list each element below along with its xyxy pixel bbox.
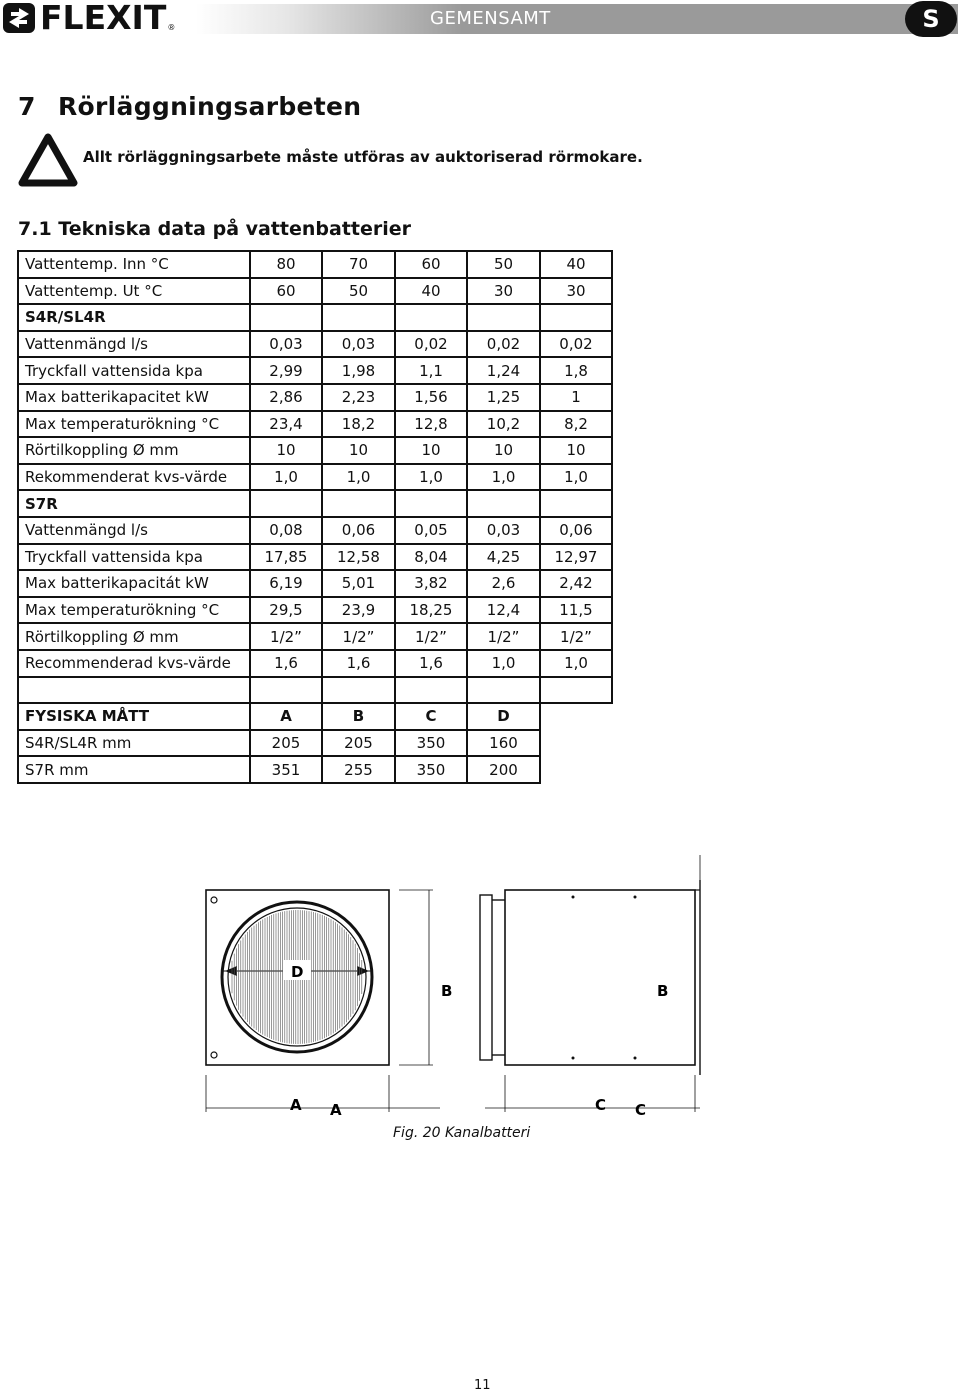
empty-cell — [250, 677, 322, 704]
value-cell: 10 — [250, 437, 322, 464]
value-cell: 1,98 — [322, 357, 395, 384]
value-cell — [467, 304, 540, 331]
row-label: S7R — [18, 490, 250, 517]
value-cell — [250, 490, 322, 517]
empty-cell — [540, 756, 612, 783]
row-label: S4R/SL4R mm — [18, 730, 250, 757]
value-cell: 60 — [250, 278, 322, 305]
value-cell: 2,23 — [322, 384, 395, 411]
value-cell: 10 — [395, 437, 467, 464]
front-view — [206, 890, 440, 1112]
empty-cell — [18, 677, 250, 704]
value-cell: 1/2” — [395, 623, 467, 650]
value-cell: 1,0 — [250, 464, 322, 491]
value-cell: 350 — [395, 730, 467, 757]
row-label: Vattenmängd l/s — [18, 517, 250, 544]
row-label: Rörtilkoppling Ø mm — [18, 623, 250, 650]
value-cell: 4,25 — [467, 544, 540, 571]
value-cell: 18,2 — [322, 411, 395, 438]
section-title: Rörläggningsarbeten — [58, 92, 362, 121]
registered-mark: ® — [167, 23, 176, 32]
dim-label-a-2: A — [330, 1101, 342, 1119]
value-cell: 10 — [467, 437, 540, 464]
figure-caption: Fig. 20 Kanalbatteri — [393, 1125, 531, 1141]
value-cell — [395, 490, 467, 517]
row-label: Max temperaturökning °C — [18, 597, 250, 624]
value-cell: 0,03 — [250, 331, 322, 358]
table-row — [18, 544, 612, 571]
value-cell: 17,85 — [250, 544, 322, 571]
row-label: Max batterikapacitát kW — [18, 570, 250, 597]
value-cell: 40 — [540, 251, 612, 278]
value-cell: 80 — [250, 251, 322, 278]
value-cell: 70 — [322, 251, 395, 278]
header-section-label: GEMENSAMT — [430, 8, 551, 29]
dim-label-d: D — [291, 963, 304, 981]
section-number: 7 — [18, 92, 36, 121]
value-cell: 2,42 — [540, 570, 612, 597]
empty-cell — [395, 677, 467, 704]
value-cell: 160 — [467, 730, 540, 757]
table-row — [18, 623, 612, 650]
row-label: Recommenderad kvs-värde — [18, 650, 250, 677]
value-cell: 1,24 — [467, 357, 540, 384]
warning-icon — [18, 131, 78, 187]
value-cell: 205 — [322, 730, 395, 757]
value-cell: 1,0 — [322, 464, 395, 491]
table-row — [18, 251, 612, 278]
value-cell: 5,01 — [322, 570, 395, 597]
value-cell: 10 — [322, 437, 395, 464]
value-cell: D — [467, 703, 540, 730]
header-gradient-bar — [196, 4, 958, 34]
value-cell — [395, 304, 467, 331]
table-row — [18, 331, 612, 358]
value-cell: 1,6 — [250, 650, 322, 677]
dim-label-c-2: C — [635, 1101, 647, 1119]
table-row — [18, 756, 612, 783]
table-row — [18, 730, 612, 757]
table-row — [18, 437, 612, 464]
spacer-row — [18, 677, 612, 704]
page-header — [0, 0, 960, 38]
table-row — [18, 570, 612, 597]
value-cell: 12,97 — [540, 544, 612, 571]
table-row — [18, 464, 612, 491]
value-cell: 12,8 — [395, 411, 467, 438]
table-row — [18, 597, 612, 624]
value-cell: 18,25 — [395, 597, 467, 624]
table-row — [18, 357, 612, 384]
value-cell: 1,0 — [395, 464, 467, 491]
value-cell: 2,86 — [250, 384, 322, 411]
value-cell: 1/2” — [322, 623, 395, 650]
empty-cell — [540, 703, 612, 730]
row-label: Max temperaturökning °C — [18, 411, 250, 438]
value-cell: 1,0 — [467, 650, 540, 677]
value-cell: 6,19 — [250, 570, 322, 597]
empty-cell — [467, 677, 540, 704]
table-row — [18, 384, 612, 411]
table-row — [18, 411, 612, 438]
value-cell: 0,05 — [395, 517, 467, 544]
value-cell: 8,2 — [540, 411, 612, 438]
row-label: Tryckfall vattensida kpa — [18, 357, 250, 384]
value-cell: 1/2” — [250, 623, 322, 650]
empty-cell — [540, 730, 612, 757]
value-cell: 1,1 — [395, 357, 467, 384]
dims-header-row — [18, 703, 612, 730]
value-cell: 29,5 — [250, 597, 322, 624]
value-cell: 0,06 — [322, 517, 395, 544]
dim-label-b-front: B — [441, 982, 453, 1000]
table-row — [18, 517, 612, 544]
table-row — [18, 304, 612, 331]
value-cell: 40 — [395, 278, 467, 305]
language-badge: S — [905, 1, 957, 37]
value-cell: 1,56 — [395, 384, 467, 411]
value-cell: 1,0 — [540, 650, 612, 677]
value-cell — [540, 490, 612, 517]
row-label: FYSISKA MÅTT — [18, 703, 250, 730]
value-cell: 200 — [467, 756, 540, 783]
page-number: 11 — [474, 1378, 491, 1393]
subsection-title: 7.1 Tekniska data på vattenbatterier — [18, 218, 412, 240]
duct-battery-drawing — [195, 850, 715, 1120]
empty-cell — [540, 677, 612, 704]
row-label: Vattenmängd l/s — [18, 331, 250, 358]
value-cell: 30 — [467, 278, 540, 305]
value-cell — [250, 304, 322, 331]
value-cell: 1,8 — [540, 357, 612, 384]
value-cell: 0,02 — [467, 331, 540, 358]
value-cell: 1,6 — [322, 650, 395, 677]
value-cell: 50 — [322, 278, 395, 305]
value-cell: 8,04 — [395, 544, 467, 571]
technical-data-table — [17, 250, 613, 784]
value-cell — [467, 490, 540, 517]
row-label: S4R/SL4R — [18, 304, 250, 331]
value-cell: 1/2” — [467, 623, 540, 650]
value-cell: C — [395, 703, 467, 730]
brand-name: FLEXIT — [40, 0, 167, 37]
value-cell — [322, 490, 395, 517]
value-cell: 10,2 — [467, 411, 540, 438]
table-row — [18, 278, 612, 305]
row-label: Tryckfall vattensida kpa — [18, 544, 250, 571]
value-cell: 3,82 — [395, 570, 467, 597]
warning-text: Allt rörläggningsarbete måste utföras av auktoriserad rörmokare. — [83, 148, 643, 166]
value-cell: 11,5 — [540, 597, 612, 624]
value-cell: 50 — [467, 251, 540, 278]
value-cell: 0,08 — [250, 517, 322, 544]
value-cell: 1,0 — [540, 464, 612, 491]
row-label: Rörtilkoppling Ø mm — [18, 437, 250, 464]
value-cell: 0,03 — [322, 331, 395, 358]
value-cell: B — [322, 703, 395, 730]
value-cell — [540, 304, 612, 331]
value-cell: 2,6 — [467, 570, 540, 597]
row-label: Rekommenderat kvs-värde — [18, 464, 250, 491]
value-cell: 0,02 — [395, 331, 467, 358]
table-row — [18, 650, 612, 677]
value-cell: 1,25 — [467, 384, 540, 411]
value-cell: 255 — [322, 756, 395, 783]
flexit-logo — [2, 0, 176, 37]
value-cell: 23,9 — [322, 597, 395, 624]
dim-label-a-1: A — [290, 1096, 302, 1114]
value-cell: 2,99 — [250, 357, 322, 384]
value-cell: 1/2” — [540, 623, 612, 650]
value-cell — [322, 304, 395, 331]
value-cell: 0,02 — [540, 331, 612, 358]
section-heading — [18, 92, 361, 121]
value-cell: 23,4 — [250, 411, 322, 438]
dim-label-c-1: C — [595, 1096, 607, 1114]
value-cell: A — [250, 703, 322, 730]
value-cell: 12,58 — [322, 544, 395, 571]
value-cell: 0,03 — [467, 517, 540, 544]
value-cell: 351 — [250, 756, 322, 783]
value-cell: 12,4 — [467, 597, 540, 624]
row-label: Vattentemp. Inn °C — [18, 251, 250, 278]
empty-cell — [322, 677, 395, 704]
row-label: S7R mm — [18, 756, 250, 783]
value-cell: 30 — [540, 278, 612, 305]
table-body — [18, 251, 612, 783]
table-row — [18, 490, 612, 517]
value-cell: 205 — [250, 730, 322, 757]
dim-label-b-side: B — [657, 982, 669, 1000]
value-cell: 60 — [395, 251, 467, 278]
arrows-logo-icon — [2, 2, 36, 34]
value-cell: 0,06 — [540, 517, 612, 544]
row-label: Vattentemp. Ut °C — [18, 278, 250, 305]
value-cell: 10 — [540, 437, 612, 464]
value-cell: 1,6 — [395, 650, 467, 677]
value-cell: 1 — [540, 384, 612, 411]
value-cell: 350 — [395, 756, 467, 783]
row-label: Max batterikapacitet kW — [18, 384, 250, 411]
value-cell: 1,0 — [467, 464, 540, 491]
